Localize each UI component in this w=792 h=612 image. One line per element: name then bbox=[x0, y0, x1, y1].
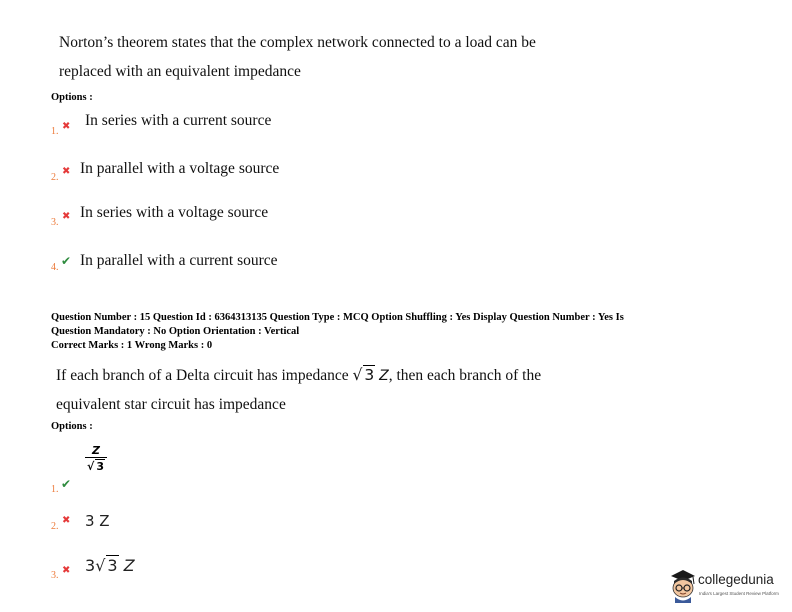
q15-options-label: Options : bbox=[51, 421, 93, 432]
q15-variable: Z bbox=[379, 368, 389, 384]
option-text: 3 Z bbox=[85, 512, 110, 530]
coefficient: 3 bbox=[85, 556, 96, 575]
option-text: In parallel with a current source bbox=[80, 252, 278, 269]
correct-check-icon: ✔ bbox=[61, 254, 72, 268]
q15-text-line1 bbox=[56, 365, 541, 385]
wrong-mark-icon: ✖ bbox=[62, 565, 71, 576]
sqrt-radicand: 3 bbox=[96, 460, 104, 473]
fraction-denominator: √ 3 bbox=[85, 457, 107, 473]
option-number: 2. bbox=[51, 521, 59, 532]
q14-text-line1: Norton’s theorem states that the complex network connected to a load can be bbox=[59, 34, 536, 51]
logo-tagline: India's Largest Student Review Platform bbox=[699, 591, 779, 596]
q15-meta-line1: Question Number : 15 Question Id : 6364313135 Question Type : MCQ Option Shuffling : Yes Display Question Number : Yes Is bbox=[51, 312, 624, 323]
option-number: 3. bbox=[51, 570, 59, 581]
option-fraction bbox=[85, 444, 107, 473]
q14-options-label: Options : bbox=[51, 92, 93, 103]
option-number: 1. bbox=[51, 126, 59, 137]
q15-meta-line3: Correct Marks : 1 Wrong Marks : 0 bbox=[51, 340, 213, 351]
sqrt-radicand: 3 bbox=[107, 556, 118, 575]
q15-sqrt-expression: √ 3 bbox=[352, 366, 375, 384]
q15-text-pre: If each branch of a Delta circuit has impedance bbox=[56, 367, 349, 384]
option-number: 3. bbox=[51, 217, 59, 228]
q15-text-post: , then each branch of the bbox=[388, 367, 542, 384]
correct-check-icon: ✔ bbox=[61, 477, 72, 491]
option-text: In series with a current source bbox=[85, 112, 272, 129]
q15-text-line2: equivalent star circuit has impedance bbox=[56, 396, 286, 413]
option-text: In parallel with a voltage source bbox=[80, 160, 280, 177]
option-number: 1. bbox=[51, 484, 59, 495]
option-text: In series with a voltage source bbox=[80, 204, 269, 221]
logo-name: collegedunia bbox=[698, 572, 774, 587]
option-number: 4. bbox=[51, 262, 59, 273]
wrong-mark-icon: ✖ bbox=[62, 211, 71, 222]
mascot-icon bbox=[668, 568, 698, 604]
wrong-mark-icon: ✖ bbox=[62, 121, 71, 132]
fraction-numerator: Z bbox=[92, 444, 100, 457]
q14-text-line2: replaced with an equivalent impedance bbox=[59, 63, 301, 80]
sqrt-radicand: 3 bbox=[364, 366, 375, 384]
option-math: 3√ 3 Z bbox=[85, 556, 135, 575]
q15-meta-line2: Question Mandatory : No Option Orientation : Vertical bbox=[51, 326, 300, 337]
collegedunia-logo bbox=[668, 568, 788, 608]
variable: Z bbox=[123, 556, 135, 575]
option-number: 2. bbox=[51, 172, 59, 183]
wrong-mark-icon: ✖ bbox=[62, 515, 71, 526]
wrong-mark-icon: ✖ bbox=[62, 166, 71, 177]
